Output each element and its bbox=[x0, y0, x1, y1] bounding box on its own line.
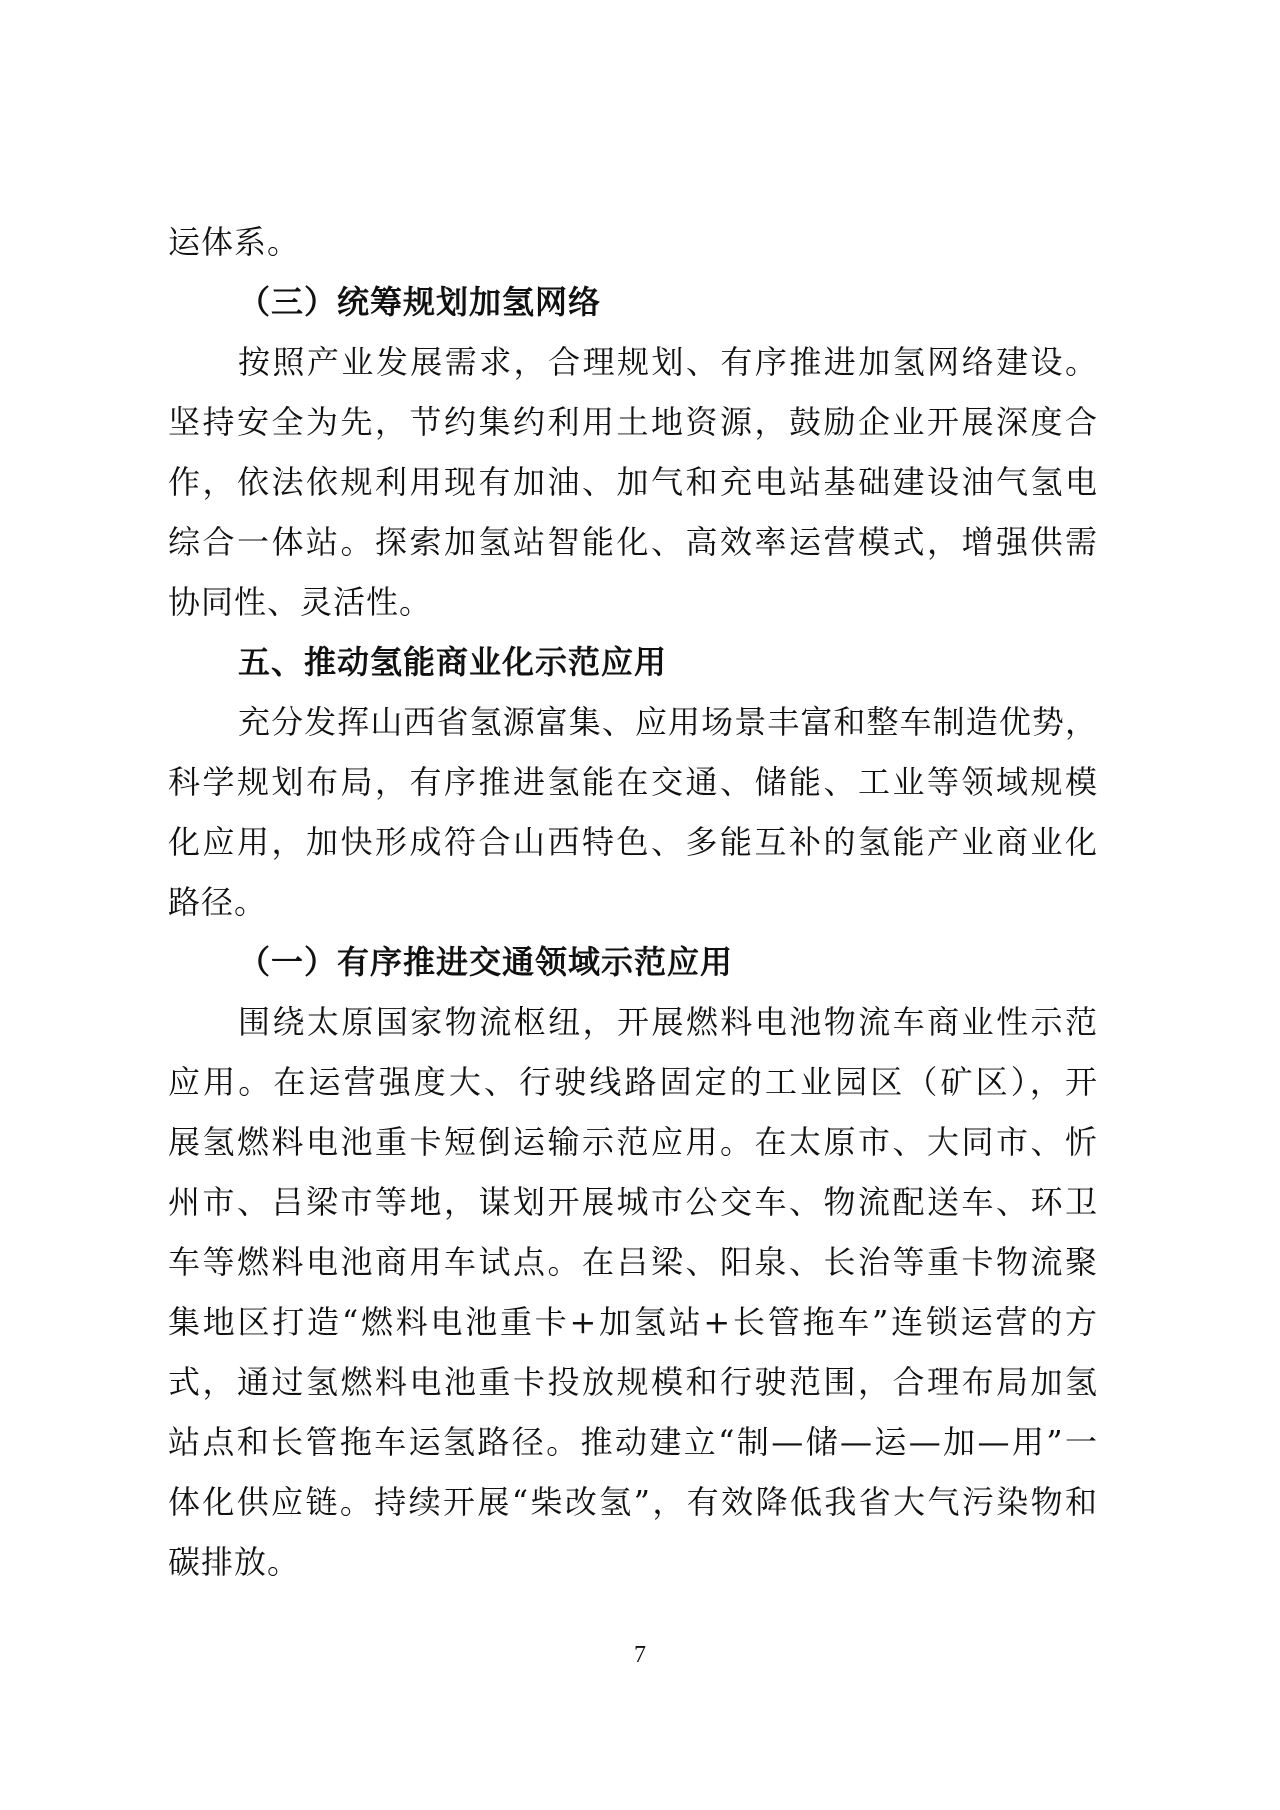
page-number: 7 bbox=[634, 1642, 646, 1668]
paragraph-line: 充分发挥山西省氢源富集、应用场景丰富和整车制造优势， bbox=[238, 703, 1098, 741]
paragraph-line: 应用。在运营强度大、行驶线路固定的工业园区（矿区），开 bbox=[168, 1063, 1098, 1101]
paragraph-line: 运体系。 bbox=[168, 223, 301, 261]
paragraph-line: 协同性、灵活性。 bbox=[168, 583, 433, 621]
section-subheading: （三）统筹规划加氢网络 bbox=[238, 283, 602, 321]
page-content bbox=[168, 212, 1098, 1592]
paragraph-line: 作，依法依规利用现有加油、加气和充电站基础建设油气氢电 bbox=[168, 463, 1098, 501]
paragraph-line: 综合一体站。探索加氢站智能化、高效率运营模式，增强供需 bbox=[168, 523, 1098, 561]
paragraph-line: 围绕太原国家物流枢纽，开展燃料电池物流车商业性示范 bbox=[238, 1003, 1098, 1041]
paragraph-line: 州市、吕梁市等地，谋划开展城市公交车、物流配送车、环卫 bbox=[168, 1183, 1098, 1221]
paragraph-line: 体化供应链。持续开展“柴改氢”，有效降低我省大气污染物和 bbox=[168, 1483, 1098, 1521]
section-subheading: （一）有序推进交通领域示范应用 bbox=[238, 943, 734, 981]
section-heading: 五、推动氢能商业化示范应用 bbox=[238, 643, 668, 681]
paragraph-line: 集地区打造“燃料电池重卡+加氢站+长管拖车”连锁运营的方 bbox=[168, 1303, 1098, 1341]
paragraph-line: 科学规划布局，有序推进氢能在交通、储能、工业等领域规模 bbox=[168, 763, 1098, 801]
paragraph-line: 路径。 bbox=[168, 883, 268, 921]
paragraph-line: 站点和长管拖车运氢路径。推动建立“制—储—运—加—用”一 bbox=[168, 1423, 1098, 1461]
paragraph-line: 展氢燃料电池重卡短倒运输示范应用。在太原市、大同市、忻 bbox=[168, 1123, 1098, 1161]
paragraph-line: 坚持安全为先，节约集约利用土地资源，鼓励企业开展深度合 bbox=[168, 403, 1098, 441]
paragraph-line: 车等燃料电池商用车试点。在吕梁、阳泉、长治等重卡物流聚 bbox=[168, 1243, 1098, 1281]
paragraph-line: 式，通过氢燃料电池重卡投放规模和行驶范围，合理布局加氢 bbox=[168, 1363, 1098, 1401]
paragraph-line: 碳排放。 bbox=[168, 1543, 301, 1581]
paragraph-line: 化应用，加快形成符合山西特色、多能互补的氢能产业商业化 bbox=[168, 823, 1098, 861]
paragraph-line: 按照产业发展需求，合理规划、有序推进加氢网络建设。 bbox=[238, 343, 1098, 381]
